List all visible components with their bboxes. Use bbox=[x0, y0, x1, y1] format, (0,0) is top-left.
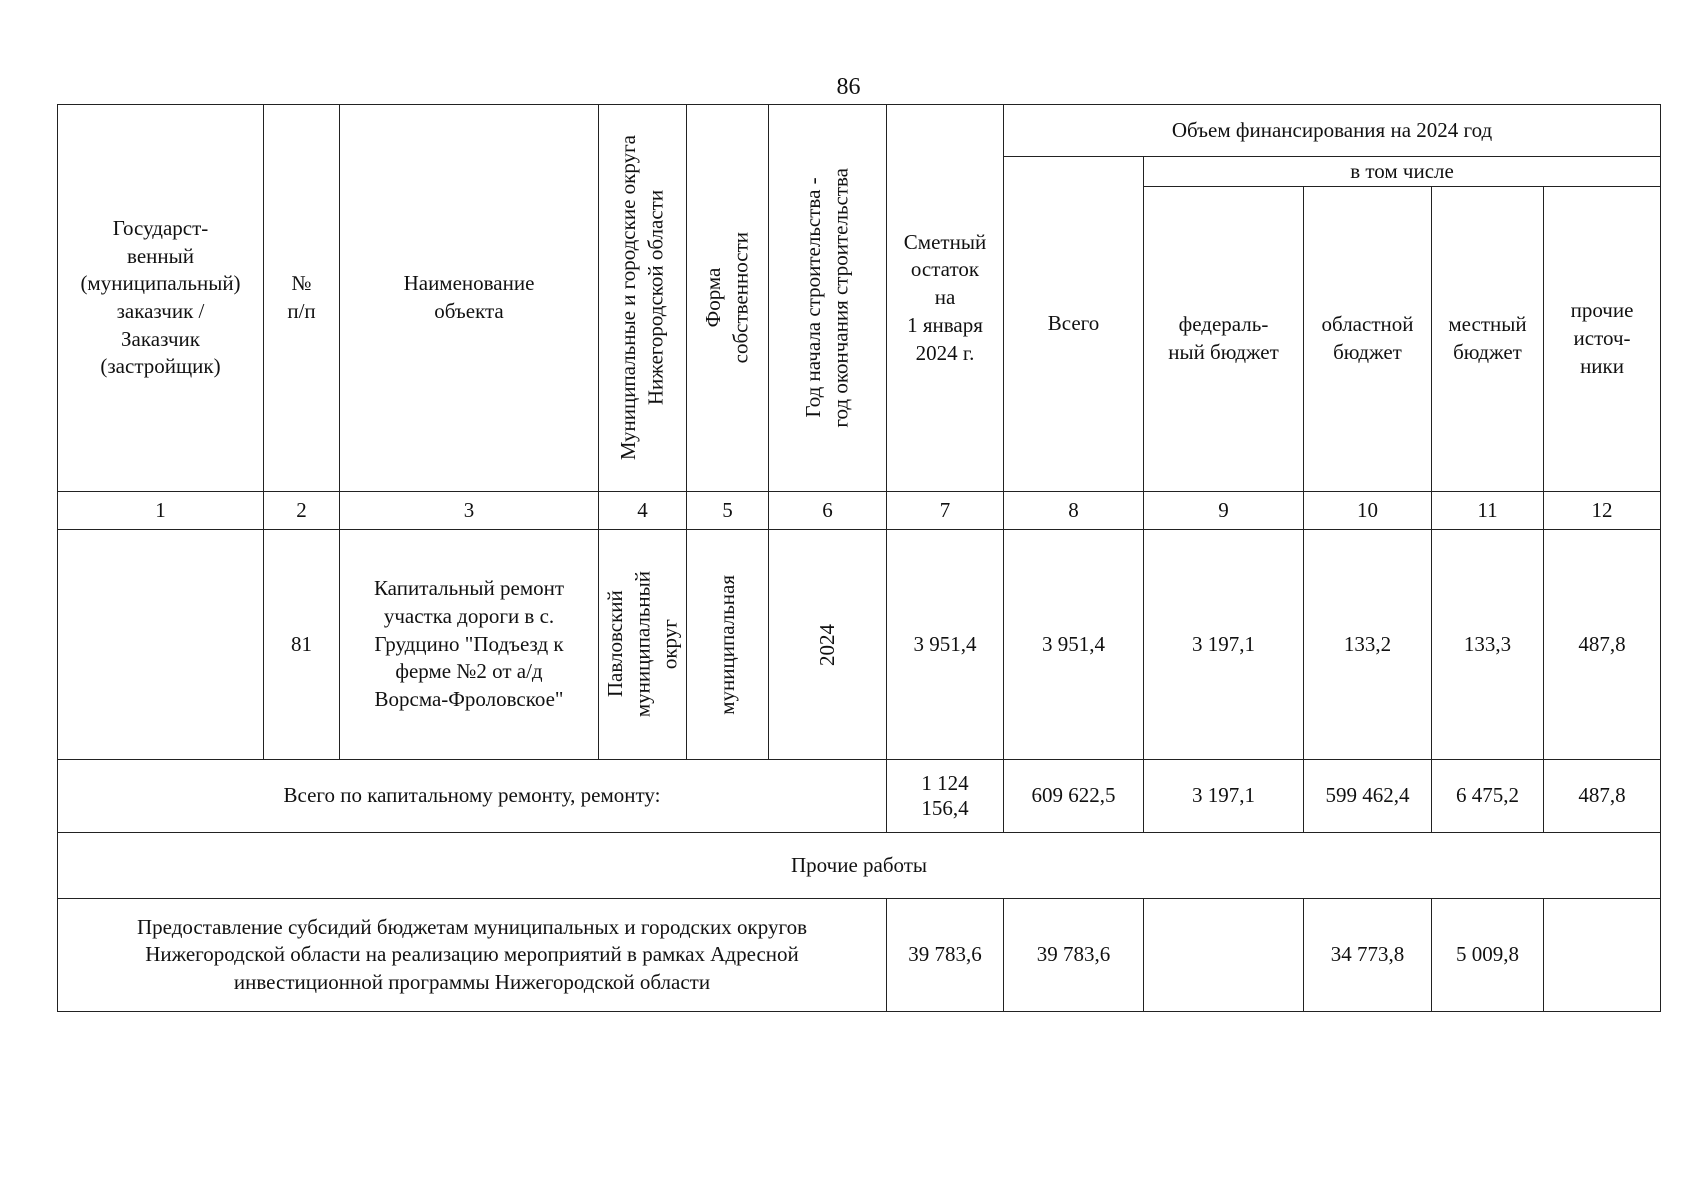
header-customer: Государст- венный (муниципальный) заказчик / Заказчик (застройщик) bbox=[58, 105, 264, 492]
row-years: 2024 bbox=[769, 530, 887, 760]
financing-table bbox=[57, 104, 1661, 1012]
totals-label: Всего по капитальному ремонту, ремонту: bbox=[58, 760, 887, 833]
subsidy-balance: 39 783,6 bbox=[887, 899, 1004, 1012]
header-funding-group: Объем финансирования на 2024 год bbox=[1004, 105, 1661, 157]
totals-other: 487,8 bbox=[1544, 760, 1661, 833]
header-estimated-balance: Сметный остаток на 1 января 2024 г. bbox=[887, 105, 1004, 492]
column-number: 9 bbox=[1144, 492, 1304, 530]
header-number: № п/п bbox=[264, 105, 340, 492]
row-balance: 3 951,4 bbox=[887, 530, 1004, 760]
totals-regional: 599 462,4 bbox=[1304, 760, 1432, 833]
row-ownership: муниципальная bbox=[687, 530, 769, 760]
row-number: 81 bbox=[264, 530, 340, 760]
row-municipality: Павловский муниципальный округ bbox=[599, 530, 687, 760]
row-other: 487,8 bbox=[1544, 530, 1661, 760]
row-customer bbox=[58, 530, 264, 760]
subsidy-local: 5 009,8 bbox=[1432, 899, 1544, 1012]
column-number: 1 bbox=[58, 492, 264, 530]
totals-row bbox=[58, 760, 1661, 833]
header-municipality: Муниципальные и городские округа Нижегородской области bbox=[599, 105, 687, 492]
column-number: 10 bbox=[1304, 492, 1432, 530]
header-object-name: Наименование объекта bbox=[340, 105, 599, 492]
column-number: 3 bbox=[340, 492, 599, 530]
section-row bbox=[58, 833, 1661, 899]
totals-total: 609 622,5 bbox=[1004, 760, 1144, 833]
totals-balance: 1 124 156,4 bbox=[887, 760, 1004, 833]
header-federal: федераль- ный бюджет bbox=[1144, 187, 1304, 492]
column-number: 8 bbox=[1004, 492, 1144, 530]
header-local: местный бюджет bbox=[1432, 187, 1544, 492]
page-number: 86 bbox=[836, 74, 861, 100]
column-numbers-row bbox=[58, 492, 1661, 530]
row-object-name: Капитальный ремонт участка дороги в с. Грудцино "Подъезд к ферме №2 от а/д Ворсма-Фроловское" bbox=[340, 530, 599, 760]
subsidy-row bbox=[58, 899, 1661, 1012]
header-other: прочие источ- ники bbox=[1544, 187, 1661, 492]
header-years: Год начала строительства - год окончания строительства bbox=[769, 105, 887, 492]
column-number: 11 bbox=[1432, 492, 1544, 530]
column-number: 2 bbox=[264, 492, 340, 530]
column-number: 12 bbox=[1544, 492, 1661, 530]
row-total: 3 951,4 bbox=[1004, 530, 1144, 760]
header-regional: областной бюджет bbox=[1304, 187, 1432, 492]
subsidy-regional: 34 773,8 bbox=[1304, 899, 1432, 1012]
column-number: 7 bbox=[887, 492, 1004, 530]
header-total: Всего bbox=[1004, 157, 1144, 492]
header-ownership: Форма собственности bbox=[687, 105, 769, 492]
totals-local: 6 475,2 bbox=[1432, 760, 1544, 833]
header-including: в том числе bbox=[1144, 157, 1661, 187]
table-row bbox=[58, 530, 1661, 760]
subsidy-other bbox=[1544, 899, 1661, 1012]
subsidy-federal bbox=[1144, 899, 1304, 1012]
column-number: 5 bbox=[687, 492, 769, 530]
column-number: 6 bbox=[769, 492, 887, 530]
header-row-1 bbox=[58, 105, 1661, 157]
subsidy-total: 39 783,6 bbox=[1004, 899, 1144, 1012]
subsidy-label: Предоставление субсидий бюджетам муниципальных и городских округов Нижегородской области на реализацию мероприятий в рамках Адресной инвестиционной программы Нижегородской области bbox=[58, 899, 887, 1012]
column-number: 4 bbox=[599, 492, 687, 530]
row-local: 133,3 bbox=[1432, 530, 1544, 760]
totals-federal: 3 197,1 bbox=[1144, 760, 1304, 833]
section-title: Прочие работы bbox=[58, 833, 1661, 899]
row-regional: 133,2 bbox=[1304, 530, 1432, 760]
row-federal: 3 197,1 bbox=[1144, 530, 1304, 760]
